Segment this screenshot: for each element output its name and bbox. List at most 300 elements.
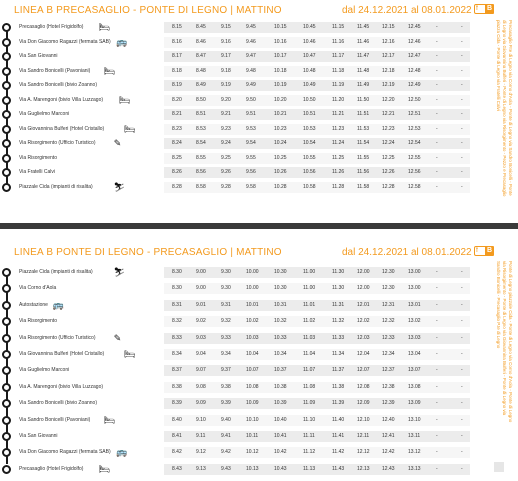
departure-time: 10.16 (274, 38, 287, 45)
departure-times (164, 316, 470, 327)
departure-time: 11.01 (303, 301, 316, 308)
bed-icon: 🛏 (124, 349, 136, 359)
departure-time: 11.20 (332, 96, 345, 103)
info-icon: ✎ (113, 332, 122, 343)
departure-time: 9.07 (196, 367, 206, 374)
departure-time: 11.09 (303, 400, 316, 407)
departure-time: - (436, 169, 438, 175)
departure-time: 10.34 (274, 351, 287, 357)
departure-time: 9.50 (246, 96, 256, 103)
departure-time: - (461, 24, 463, 30)
departure-time: 11.32 (332, 318, 345, 325)
departure-time: 9.51 (246, 111, 256, 117)
departure-time: 11.37 (332, 367, 345, 374)
departure-time: 12.08 (357, 383, 370, 390)
departure-time: 8.55 (196, 154, 206, 161)
bus-icon: 🚌 (116, 447, 128, 458)
departure-time: 10.28 (274, 183, 287, 190)
departure-time: 10.12 (246, 449, 259, 456)
departure-time: - (436, 351, 438, 357)
departure-time: 8.16 (172, 38, 182, 45)
departure-time: - (461, 318, 463, 325)
departure-time: 12.43 (382, 465, 395, 472)
bus-icon: 🚌 (52, 299, 64, 310)
departure-time: 12.37 (382, 367, 395, 374)
departure-time: 9.46 (246, 38, 256, 45)
departure-time: 10.32 (274, 318, 287, 325)
stop-marker-icon (2, 399, 11, 408)
departure-time: 9.24 (221, 140, 231, 146)
departure-time: 10.08 (246, 383, 259, 390)
stop-row (0, 267, 470, 278)
departure-time: 8.30 (172, 285, 182, 292)
departure-time: 10.10 (246, 416, 259, 423)
departure-time: 10.46 (303, 38, 316, 45)
departure-time: 12.54 (408, 140, 421, 146)
departure-time: 11.18 (332, 67, 345, 74)
departure-time: - (461, 334, 463, 341)
departure-time: 8.40 (172, 416, 182, 423)
departure-time: - (436, 67, 438, 74)
departure-time: 10.41 (274, 433, 287, 439)
departure-time: 10.33 (274, 334, 287, 341)
departure-time: 9.30 (221, 269, 231, 275)
departure-time: 10.31 (274, 301, 287, 308)
departure-time: 10.37 (274, 367, 287, 374)
departure-time: 10.17 (274, 53, 287, 59)
departure-time: 12.15 (382, 24, 395, 30)
departure-time: 8.49 (196, 82, 206, 88)
departure-time: 13.10 (408, 416, 421, 423)
departure-time: - (436, 38, 438, 45)
stop-row (0, 80, 470, 91)
departure-time: 9.01 (196, 301, 206, 308)
side-note: Precasaglio P.te di Legno via Corno d'Aola - Ponte di Legno via Sandro Bonicelli - Ponte di Legno via Giovannina Bulferi - Ponte di Legno via Risorgimento - Pezzo e Precasaglio piazza Cida - Ponte di Legno via Fratelli Calvi (496, 20, 513, 197)
departure-time: 9.00 (196, 285, 206, 292)
line-b-badge: B (486, 5, 493, 12)
departure-time: 11.50 (357, 96, 370, 103)
stop-name: Via Risorgimento (19, 318, 57, 325)
departure-times (164, 431, 470, 442)
departure-time: 12.30 (382, 285, 395, 292)
stop-name: Via Sandro Bonicelli (bivio Zoanno) (19, 82, 98, 88)
departure-time: 12.13 (357, 465, 370, 472)
departure-time: 11.21 (332, 111, 345, 117)
departure-time: 8.19 (172, 82, 182, 88)
departure-time: 10.58 (303, 183, 316, 190)
departure-time: 11.02 (303, 318, 316, 325)
departure-time: 12.09 (357, 400, 370, 407)
departure-time: 11.13 (303, 465, 316, 472)
stop-marker-icon (2, 38, 11, 47)
departure-times (164, 37, 470, 48)
departure-times (164, 167, 470, 178)
departure-time: 13.00 (408, 269, 421, 275)
stop-row (0, 333, 470, 344)
stop-marker-icon (2, 465, 11, 474)
departure-time: 10.00 (246, 285, 259, 292)
departure-time: 10.26 (274, 169, 287, 175)
departure-time: 10.11 (246, 433, 259, 439)
departure-time: 8.15 (172, 24, 182, 30)
timetable-section-precasaglio-ponte-di-legno (0, 0, 518, 215)
departure-time: 9.17 (221, 53, 231, 59)
departure-time: 9.00 (196, 269, 206, 275)
departure-time: 8.32 (172, 318, 182, 325)
departure-times (164, 22, 470, 33)
stop-marker-icon (2, 416, 11, 425)
departure-time: 10.23 (274, 125, 287, 132)
departure-time: - (436, 400, 438, 407)
stop-marker-icon (2, 125, 11, 134)
stop-row (0, 382, 470, 393)
departure-time: - (461, 53, 463, 59)
departure-time: 12.40 (382, 416, 395, 423)
departure-time: - (461, 269, 463, 275)
stop-marker-icon (2, 432, 11, 441)
departure-time: - (436, 383, 438, 390)
departure-time: 13.07 (408, 367, 421, 374)
departure-time: - (461, 285, 463, 292)
departure-time: 9.48 (246, 67, 256, 74)
departure-time: 12.26 (382, 169, 395, 175)
departure-time: - (436, 367, 438, 374)
side-note: Ponte di Legno piazzale Cida - Ponte di Legno via Corno d'Aola - Ponte di Legno via Risorgimento - Ponte di Legno via Giovannina Bulferi - Ponte di Legno via Sandro Bonicelli - Precasaglio P.te di Legno (496, 261, 513, 423)
departure-time: 11.11 (303, 433, 315, 439)
departure-times (164, 66, 470, 77)
stop-name: Via San Giovanni (19, 433, 58, 439)
stop-marker-icon (2, 350, 11, 359)
departure-time: 9.21 (221, 111, 231, 117)
departure-time: - (461, 169, 463, 175)
stop-name: Precasaglio (Hotel Frigidolfo) (19, 465, 84, 472)
departure-time: 9.08 (196, 383, 206, 390)
bed-icon: 🛏 (98, 463, 110, 474)
stop-marker-icon (2, 448, 11, 457)
stop-marker-icon (2, 96, 11, 105)
departure-time: 10.53 (303, 125, 316, 132)
bed-icon: 🛏 (118, 94, 131, 105)
departure-time: - (436, 111, 438, 117)
departure-time: 10.38 (274, 383, 287, 390)
departure-time: 9.25 (221, 154, 231, 161)
section-title: LINEA B PRECASAGLIO - PONTE DI LEGNO | MATTINO (14, 5, 282, 16)
stop-name: Via Sandro Bonicelli (Pavoniani) (19, 67, 91, 74)
departure-time: 12.33 (382, 334, 395, 341)
departure-time: 8.41 (172, 433, 182, 439)
departure-time: 13.00 (408, 285, 421, 292)
stop-name: Via Guglielmo Marconi (19, 111, 70, 117)
departure-times (164, 333, 470, 344)
departure-time: - (436, 269, 438, 275)
departure-time: 8.50 (196, 96, 206, 103)
departure-time: 12.01 (357, 301, 370, 308)
departure-time: 8.58 (196, 183, 206, 190)
departure-time: 9.38 (221, 383, 231, 390)
departure-time: 11.30 (332, 285, 345, 292)
departure-time: 12.21 (382, 111, 395, 117)
departure-time: 11.34 (332, 351, 345, 357)
departure-time: - (436, 301, 438, 308)
departure-time: 9.39 (221, 400, 231, 407)
departure-times (164, 95, 470, 106)
stop-name: Piazzale Cida (impianti di risalita) (19, 269, 93, 275)
departure-time: 9.13 (196, 465, 206, 472)
stop-row (0, 138, 470, 149)
stop-row (0, 415, 470, 426)
stop-row (0, 182, 470, 193)
departure-time: 10.30 (274, 285, 287, 292)
departure-time: 11.48 (357, 67, 370, 74)
departure-time: 11.17 (332, 53, 345, 59)
section-dates: dal 24.12.2021 al 08.01.2022 (342, 247, 472, 258)
stop-name: Precasaglio (Hotel Frigidolfo) (19, 24, 84, 30)
departure-time: 8.42 (172, 449, 182, 456)
departure-time: 10.20 (274, 96, 287, 103)
stop-marker-icon (2, 52, 11, 61)
departure-time: 11.42 (332, 449, 345, 456)
stop-name: Via Guglielmo Marconi (19, 367, 70, 374)
departure-times (164, 182, 470, 193)
departure-time: 8.39 (172, 400, 182, 407)
stop-marker-icon (2, 67, 11, 76)
departure-time: 8.53 (196, 125, 206, 132)
departure-time: 12.16 (382, 38, 395, 45)
departure-time: 8.43 (172, 465, 182, 472)
departure-time: 12.25 (382, 154, 395, 161)
departure-time: 12.46 (408, 38, 421, 45)
departure-time: 11.54 (357, 140, 370, 146)
departure-time: 9.47 (246, 53, 256, 59)
departure-time: 10.30 (274, 269, 287, 275)
departure-time: 9.30 (221, 285, 231, 292)
stop-row (0, 316, 470, 327)
departure-time: 11.51 (357, 111, 370, 117)
departure-time: 9.28 (221, 183, 231, 190)
departure-time: 9.26 (221, 169, 231, 175)
departure-time: 12.24 (382, 140, 395, 146)
departure-time: 12.47 (408, 53, 421, 59)
stop-row (0, 153, 470, 164)
departure-time: 12.07 (357, 367, 370, 374)
departure-time: 10.18 (274, 67, 287, 74)
departure-time: 8.45 (196, 24, 206, 30)
departure-time: 12.19 (382, 82, 395, 88)
departure-time: 12.31 (382, 301, 395, 308)
departure-time: 11.31 (332, 301, 345, 308)
departure-time: 11.47 (357, 53, 370, 59)
departure-time: 11.33 (332, 334, 345, 341)
bed-icon: 🛏 (124, 123, 136, 134)
departure-time: - (436, 449, 438, 456)
departure-time: 9.11 (196, 433, 206, 439)
departure-time: 10.07 (246, 367, 259, 374)
departure-time: 9.20 (221, 96, 231, 103)
departure-time: 10.01 (246, 301, 259, 308)
departure-time: 12.39 (382, 400, 395, 407)
stop-marker-icon (2, 139, 11, 148)
ski-icon: ⛷ (113, 181, 126, 192)
departure-time: 10.48 (303, 67, 316, 74)
departure-time: 11.46 (357, 38, 370, 45)
departure-time: 12.56 (408, 169, 421, 175)
departure-time: - (461, 183, 463, 190)
section-divider (0, 215, 518, 233)
departure-time: 12.55 (408, 154, 421, 161)
stop-name: Via Sandro Bonicelli (bivio Zoanno) (19, 400, 98, 407)
departure-time: 12.17 (382, 53, 395, 59)
stop-row (0, 431, 470, 442)
departure-time: 9.23 (221, 125, 231, 132)
stop-row (0, 109, 470, 120)
section-dates: dal 24.12.2021 al 08.01.2022 (342, 5, 472, 16)
departure-time: 9.56 (246, 169, 256, 175)
departure-time: 11.38 (332, 383, 345, 390)
departure-time: 10.00 (246, 269, 259, 275)
departure-time: 9.33 (221, 334, 231, 341)
stop-name: Piazzale Cida (impianti di risalita) (19, 183, 93, 190)
departure-time: 12.23 (382, 125, 395, 132)
departure-time: 10.51 (303, 111, 316, 117)
stop-row (0, 51, 470, 62)
departure-time: - (436, 53, 438, 59)
departure-time: - (461, 351, 463, 357)
departure-times (164, 109, 470, 120)
departure-time: 12.00 (357, 285, 370, 292)
stop-row (0, 300, 470, 311)
stop-name: Via Sandro Bonicelli (Pavoniani) (19, 416, 91, 423)
departure-time: 11.41 (332, 433, 345, 439)
departure-time: 10.04 (246, 351, 259, 357)
departure-times (164, 365, 470, 376)
departure-time: - (461, 38, 463, 45)
departure-time: - (436, 465, 438, 472)
departure-time: 11.19 (332, 82, 345, 88)
departure-time: 10.21 (274, 111, 287, 117)
line-b-badge: B (486, 247, 493, 254)
departure-time: - (461, 400, 463, 407)
departure-time: 11.10 (303, 416, 316, 423)
departure-time: 13.11 (408, 433, 421, 439)
stop-name: Via Giovannina Bulferi (Hotel Cristallo) (19, 125, 105, 132)
departure-time: 13.08 (408, 383, 421, 390)
stop-row (0, 398, 470, 409)
departure-time: 11.55 (357, 154, 370, 161)
departure-time: 9.09 (196, 400, 206, 407)
departure-time: 11.03 (303, 334, 316, 341)
departure-time: 8.26 (172, 169, 182, 175)
stop-name: Via Risorgimento (Ufficio Turistico) (19, 140, 96, 146)
stop-row (0, 167, 470, 178)
stop-row (0, 283, 470, 294)
stop-marker-icon (2, 317, 11, 326)
stop-name: Via Risorgimento (Ufficio Turistico) (19, 334, 96, 341)
departure-time: 12.00 (357, 269, 370, 275)
departure-time: 11.25 (332, 154, 345, 161)
stop-row (0, 66, 470, 77)
departure-time: 10.24 (274, 140, 287, 146)
departure-time: 12.32 (382, 318, 395, 325)
departure-time: 11.53 (357, 125, 370, 132)
fork-icon: f (476, 5, 478, 12)
departure-time: 8.37 (172, 367, 182, 374)
stop-name: Via Corno d'Aola (19, 285, 57, 292)
departure-time: 11.00 (303, 269, 316, 275)
departure-time: 9.40 (221, 416, 231, 423)
departure-time: - (436, 96, 438, 103)
stop-name: Via A. Marengoni (bivio Villa Luzzago) (19, 383, 104, 390)
bed-icon: 🛏 (98, 22, 110, 32)
departure-time: 9.03 (196, 334, 206, 341)
departure-time: 13.13 (408, 465, 421, 472)
departure-time: 12.10 (357, 416, 370, 423)
departure-time: 10.43 (274, 465, 287, 472)
departure-time: 13.09 (408, 400, 421, 407)
departure-time: 10.42 (274, 449, 287, 456)
departure-time: 9.18 (221, 67, 231, 74)
departure-time: - (461, 416, 463, 423)
departure-time: 12.42 (382, 449, 395, 456)
departure-time: - (436, 82, 438, 88)
stop-row (0, 22, 470, 33)
departure-time: - (461, 449, 463, 456)
stop-row (0, 349, 470, 360)
stop-marker-icon (2, 183, 11, 192)
stop-name: Autostazione (19, 301, 48, 308)
departure-time: - (436, 334, 438, 341)
departure-time: - (461, 67, 463, 74)
departure-time: - (436, 140, 438, 146)
departure-time: 11.26 (332, 169, 345, 175)
section-title: LINEA B PONTE DI LEGNO - PRECASAGLIO | MATTINO (14, 247, 282, 258)
departure-time: 8.21 (172, 111, 182, 117)
departure-time: 8.48 (196, 67, 206, 74)
departure-time: 12.12 (357, 449, 370, 456)
bed-icon: 🛏 (103, 65, 116, 76)
departure-time: - (461, 367, 463, 374)
departure-time: - (461, 154, 463, 161)
departure-time: - (461, 96, 463, 103)
departure-time: 9.37 (221, 367, 231, 374)
departure-time: 9.42 (221, 449, 231, 456)
departure-time: - (436, 154, 438, 161)
departure-time: 12.53 (408, 125, 421, 132)
ski-icon: ⛷ (113, 267, 126, 277)
departure-time: 8.30 (172, 269, 182, 275)
departure-time: 12.04 (357, 351, 370, 357)
departure-time: 12.20 (382, 96, 395, 103)
departure-time: 12.18 (382, 67, 395, 74)
departure-times (164, 464, 470, 475)
departure-times (164, 51, 470, 62)
departure-time: 10.25 (274, 154, 287, 161)
departure-time: 9.12 (196, 449, 206, 456)
departure-times (164, 300, 470, 311)
stop-marker-icon (2, 23, 11, 32)
departure-times (164, 138, 470, 149)
stop-marker-icon (2, 284, 11, 293)
departure-times (164, 267, 470, 278)
departure-times (164, 398, 470, 409)
departure-times (164, 415, 470, 426)
departure-time: 12.28 (382, 183, 395, 190)
departure-time: 9.04 (196, 351, 206, 357)
departure-time: 11.08 (303, 383, 316, 390)
departure-time: - (461, 140, 463, 146)
departure-time: 9.15 (221, 24, 231, 30)
departure-time: 9.31 (221, 301, 231, 308)
stop-row (0, 464, 470, 475)
